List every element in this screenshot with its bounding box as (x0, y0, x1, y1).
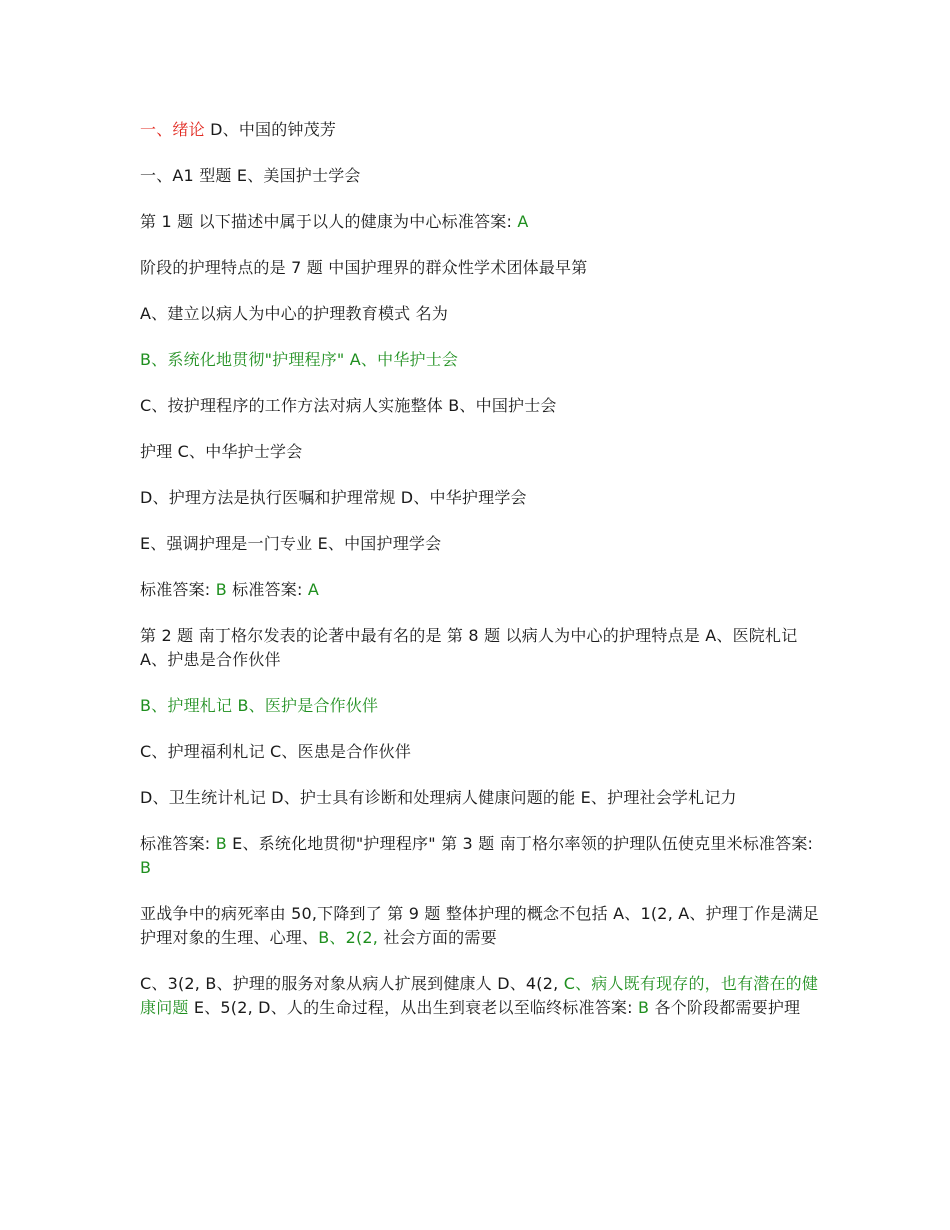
text-line (140, 832, 820, 880)
text-line (140, 486, 820, 510)
answer-text: B、2(2, (318, 928, 379, 947)
answer-text: B (637, 998, 650, 1017)
body-text: C、按护理程序的工作方法对病人实施整体 B、中国护士会 (140, 396, 557, 415)
body-text: E、系统化地贯彻"护理程序" 第 3 题 南丁格尔率领的护理队伍使克里米标准答案: (226, 834, 814, 853)
text-line (140, 624, 820, 672)
text-line (140, 210, 820, 234)
body-text: 标准答案: (226, 580, 308, 599)
answer-text: B、系统化地贯彻"护理程序" A、中华护士会 (140, 350, 459, 369)
text-line (140, 440, 820, 464)
body-text: 亚战争中的病死率由 50,下降到了 第 9 题 整体护理的概念不包括 A、1(2, A、护理丁作是满足护理对象的生理、心理、 (140, 904, 820, 947)
body-text: 标准答案: (140, 580, 216, 599)
body-text: E、强调护理是一门专业 E、中国护理学会 (140, 534, 442, 553)
answer-text: C、病人既有现存的，也有潜在的健康问题 (140, 974, 819, 1017)
text-line (140, 578, 820, 602)
answer-text: B (140, 858, 152, 877)
body-text: 标准答案: (140, 834, 216, 853)
text-line (140, 740, 820, 764)
answer-text: B、护理札记 B、医护是合作伙伴 (140, 696, 379, 715)
body-text: D、中国的钟茂芳 (204, 120, 337, 139)
text-line (140, 348, 820, 372)
body-text: 第 2 题 南丁格尔发表的论著中最有名的是 第 8 题 以病人为中心的护理特点是 A、医院札记 A、护患是合作伙伴 (140, 626, 798, 669)
text-line (140, 118, 820, 142)
body-text: 阶段的护理特点的是 7 题 中国护理界的群众性学术团体最早第 (140, 258, 588, 277)
answer-text: A (307, 580, 319, 599)
body-text: 第 1 题 以下描述中属于以人的健康为中心标准答案: (140, 212, 518, 231)
body-text: 各个阶段都需要护理 (649, 998, 801, 1017)
body-text: 社会方面的需要 (378, 928, 497, 947)
body-text: 一、A1 型题 E、美国护士学会 (140, 166, 361, 185)
text-line (140, 694, 820, 718)
body-text: E、5(2, D、人的生命过程，从出生到衰老以至临终标准答案: (188, 998, 638, 1017)
text-line (140, 256, 820, 280)
text-line (140, 164, 820, 188)
body-text: 护理 C、中华护士学会 (140, 442, 303, 461)
document-body (140, 118, 820, 1042)
heading-text: 一、绪论 (140, 120, 205, 139)
text-line (140, 394, 820, 418)
body-text: D、卫生统计札记 D、护士具有诊断和处理病人健康问题的能 E、护理社会学札记力 (140, 788, 737, 807)
text-line (140, 972, 820, 1020)
text-line (140, 786, 820, 810)
answer-text: A (517, 212, 529, 231)
text-line (140, 302, 820, 326)
body-text: C、护理福利札记 C、医患是合作伙伴 (140, 742, 412, 761)
answer-text: B (215, 834, 227, 853)
body-text: C、3(2, B、护理的服务对象从病人扩展到健康人 D、4(2, (140, 974, 564, 993)
body-text: D、护理方法是执行医嘱和护理常规 D、中华护理学会 (140, 488, 527, 507)
text-line (140, 532, 820, 556)
answer-text: B (215, 580, 227, 599)
body-text: A、建立以病人为中心的护理教育模式 名为 (140, 304, 449, 323)
text-line (140, 902, 820, 950)
